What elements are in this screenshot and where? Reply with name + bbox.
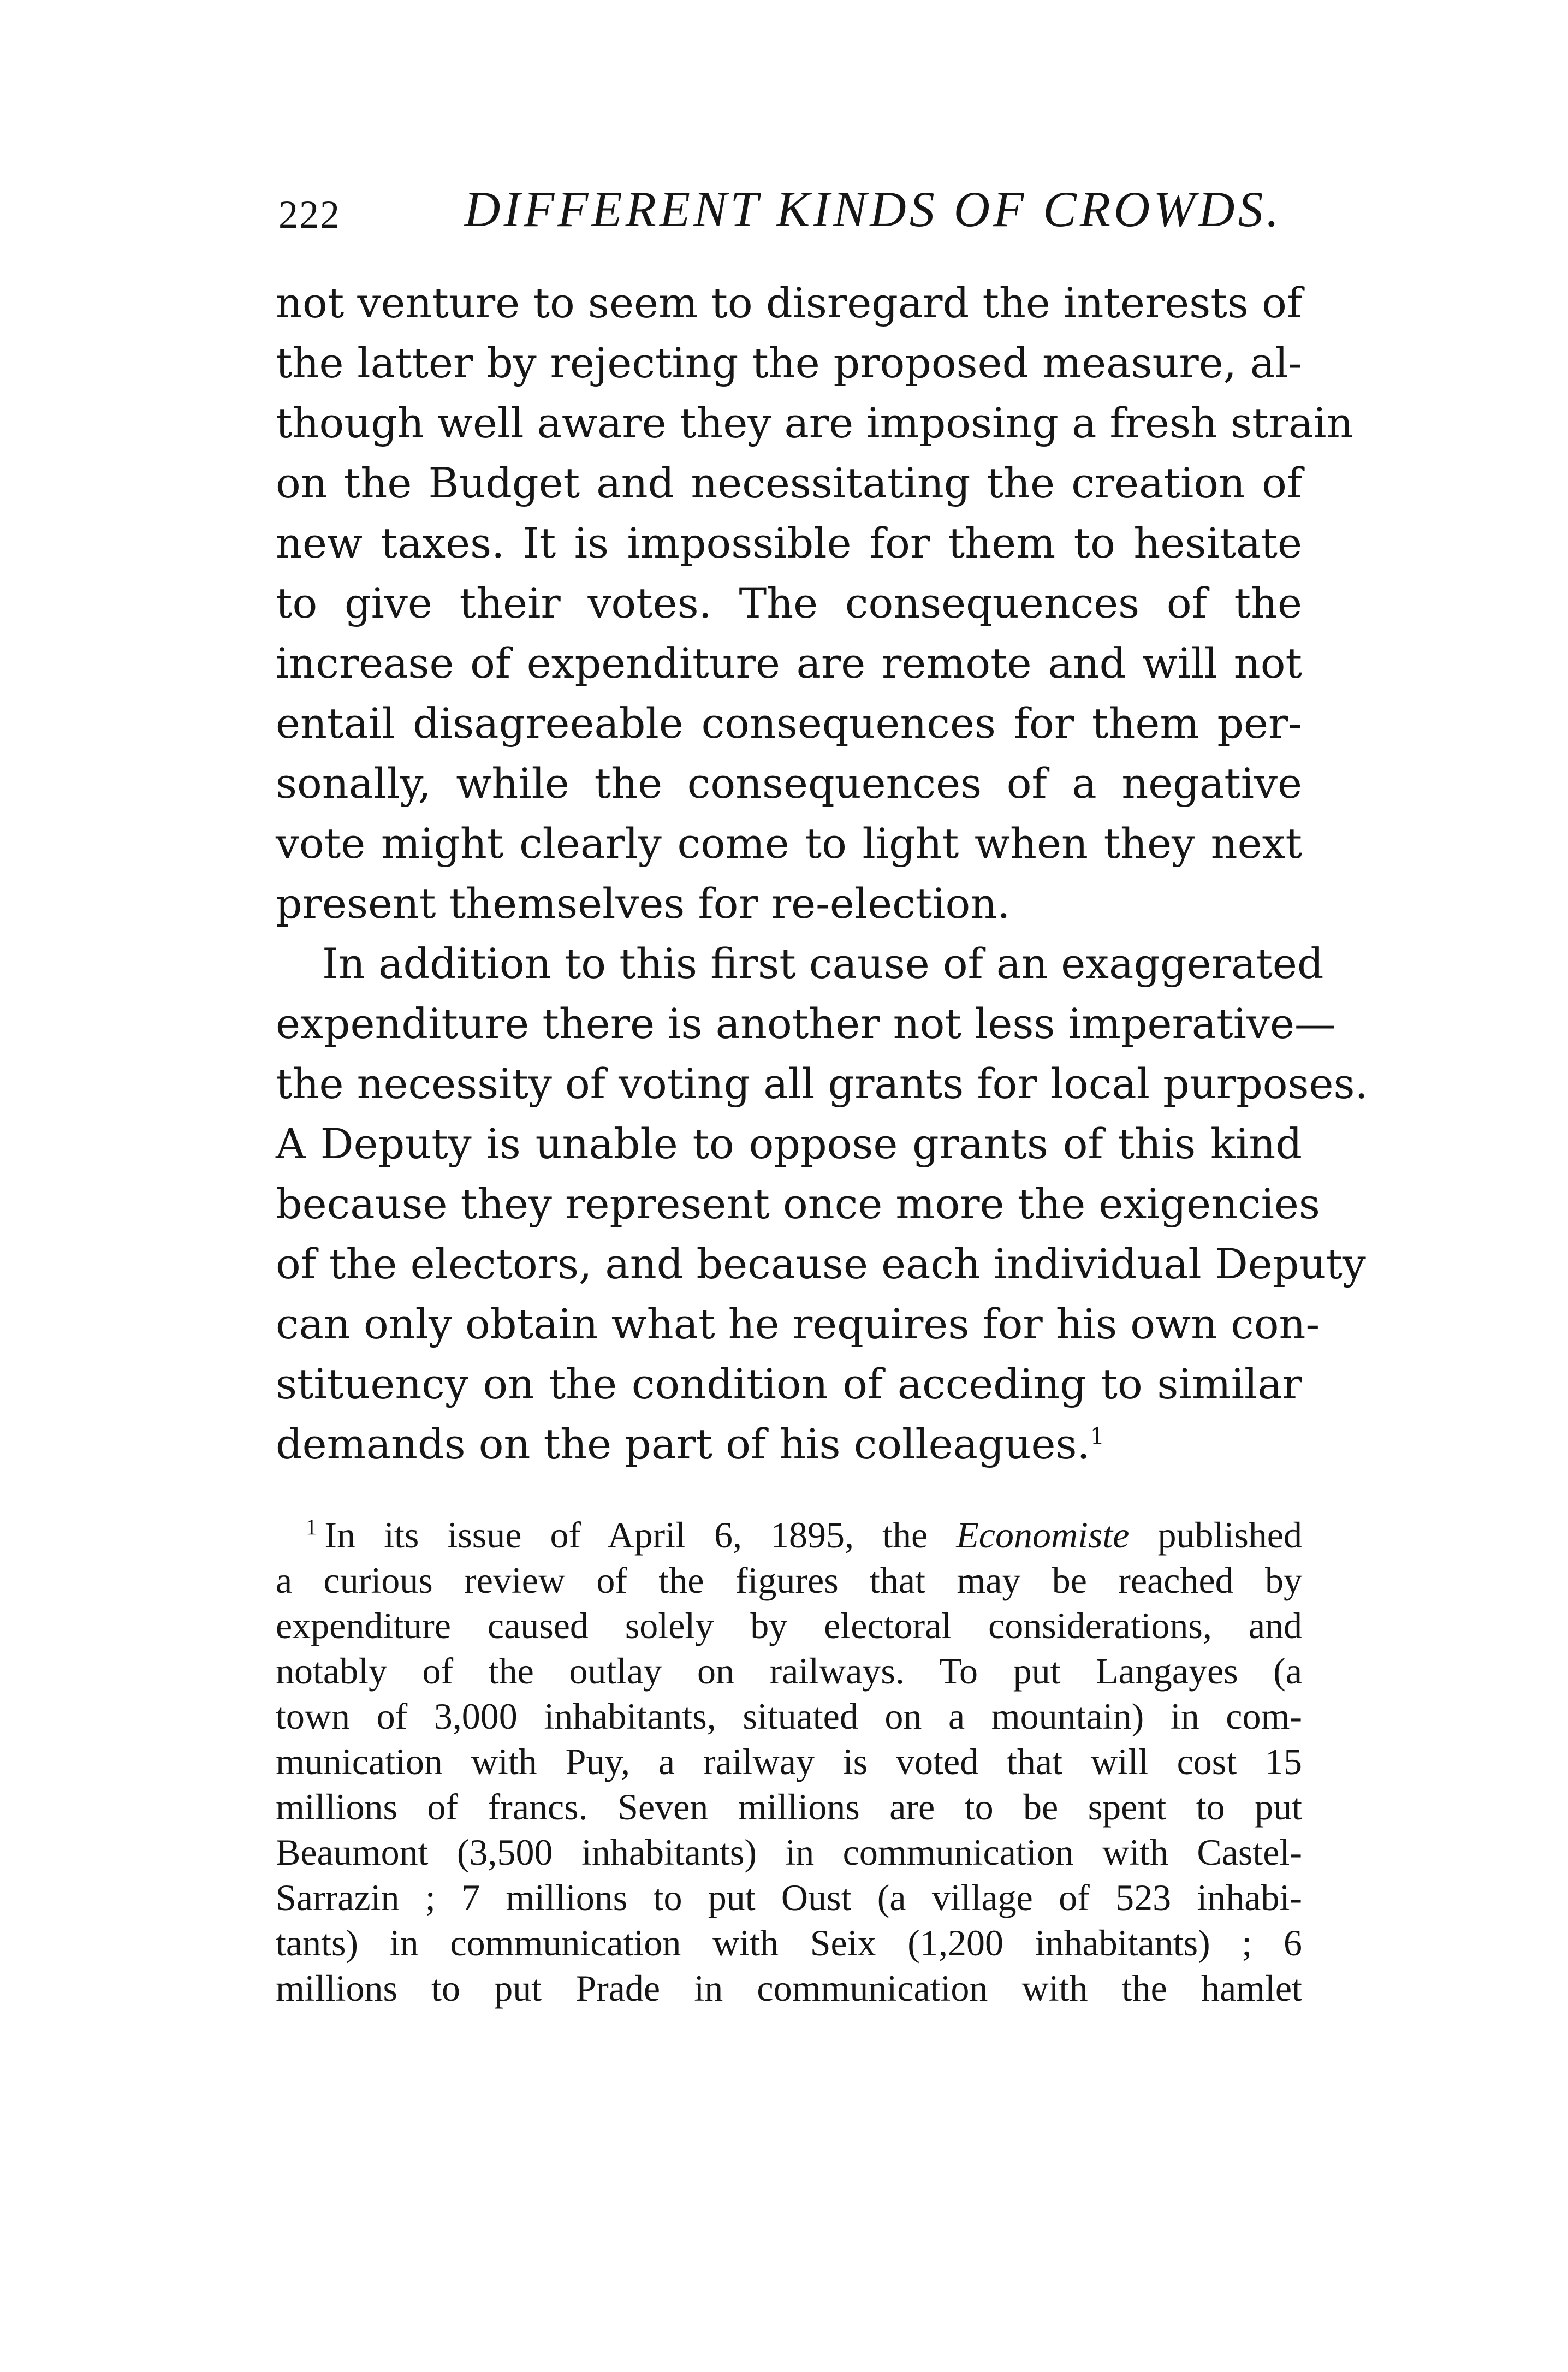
footnote-line: millions of francs. Seven millions are to be spent to put bbox=[276, 1786, 1302, 1828]
footnote-publication-title: Economiste bbox=[956, 1514, 1130, 1556]
footnote-line: tants) in communication with Seix (1,200 inhabitants) ; 6 bbox=[276, 1922, 1302, 1964]
footnote-mark: 1 bbox=[306, 1515, 317, 1540]
footnote-line: expenditure caused solely by electoral considerations, and bbox=[276, 1605, 1302, 1646]
body-line: A Deputy is unable to oppose grants of this kind bbox=[276, 1119, 1302, 1168]
footnote-line: town of 3,000 inhabitants, situated on a mountain) in com- bbox=[276, 1695, 1302, 1737]
body-line: to give their votes. The consequences of the bbox=[276, 579, 1302, 627]
body-line: new taxes. It is impossible for them to hesitate bbox=[276, 519, 1302, 567]
running-head bbox=[278, 180, 1299, 246]
footnote-line: notably of the outlay on railways. To put Langayes (a bbox=[276, 1650, 1302, 1692]
body-line: because they represent once more the exigencies bbox=[276, 1179, 1320, 1228]
footnote-line: a curious review of the figures that may be reached by bbox=[276, 1559, 1302, 1601]
body-line: not venture to seem to disregard the interests of bbox=[276, 278, 1302, 327]
body-line: In addition to this first cause of an exaggerated bbox=[322, 939, 1324, 988]
footnote-line: millions to put Prade in communication with the hamlet bbox=[276, 1967, 1302, 2009]
body-line: the necessity of voting all grants for local purposes. bbox=[276, 1059, 1368, 1108]
footnote-text: published bbox=[1129, 1514, 1302, 1556]
footnote-reference: 1 bbox=[1090, 1422, 1105, 1450]
body-text bbox=[276, 273, 1368, 1474]
footnote bbox=[276, 1513, 1302, 2011]
footnote-line: Sarrazin ; 7 millions to put Oust (a village of 523 inhabi- bbox=[276, 1877, 1302, 1918]
body-line: can only obtain what he requires for his own con- bbox=[276, 1300, 1320, 1348]
running-title: DIFFERENT KINDS OF CROWDS. bbox=[464, 181, 1282, 237]
body-line-last bbox=[276, 1414, 1302, 1474]
footnote-line: munication with Puy, a railway is voted that will cost 15 bbox=[276, 1741, 1302, 1782]
body-line-text: demands on the part of his colleagues. bbox=[276, 1420, 1090, 1468]
body-line: present themselves for re-election. bbox=[276, 879, 1011, 928]
body-line: sonally, while the consequences of a negative bbox=[276, 759, 1302, 808]
body-line: though well aware they are imposing a fresh strain bbox=[276, 399, 1353, 447]
body-line: the latter by rejecting the proposed measure, al- bbox=[276, 339, 1302, 387]
body-line: entail disagreeable consequences for them per- bbox=[276, 699, 1302, 748]
body-line: expenditure there is another not less imperative— bbox=[276, 999, 1336, 1048]
body-line: stituency on the condition of acceding to similar bbox=[276, 1360, 1302, 1408]
body-line: increase of expenditure are remote and will not bbox=[276, 639, 1302, 687]
page-number: 222 bbox=[278, 193, 341, 236]
body-line: vote might clearly come to light when they next bbox=[276, 819, 1302, 868]
body-line: on the Budget and necessitating the creation of bbox=[276, 459, 1302, 507]
footnote-first-line bbox=[276, 1513, 1302, 1558]
body-line: of the electors, and because each individual Deputy bbox=[276, 1240, 1366, 1288]
footnote-text: In its issue of April 6, 1895, the bbox=[324, 1514, 957, 1556]
footnote-line: Beaumont (3,500 inhabitants) in communication with Castel- bbox=[276, 1831, 1302, 1873]
